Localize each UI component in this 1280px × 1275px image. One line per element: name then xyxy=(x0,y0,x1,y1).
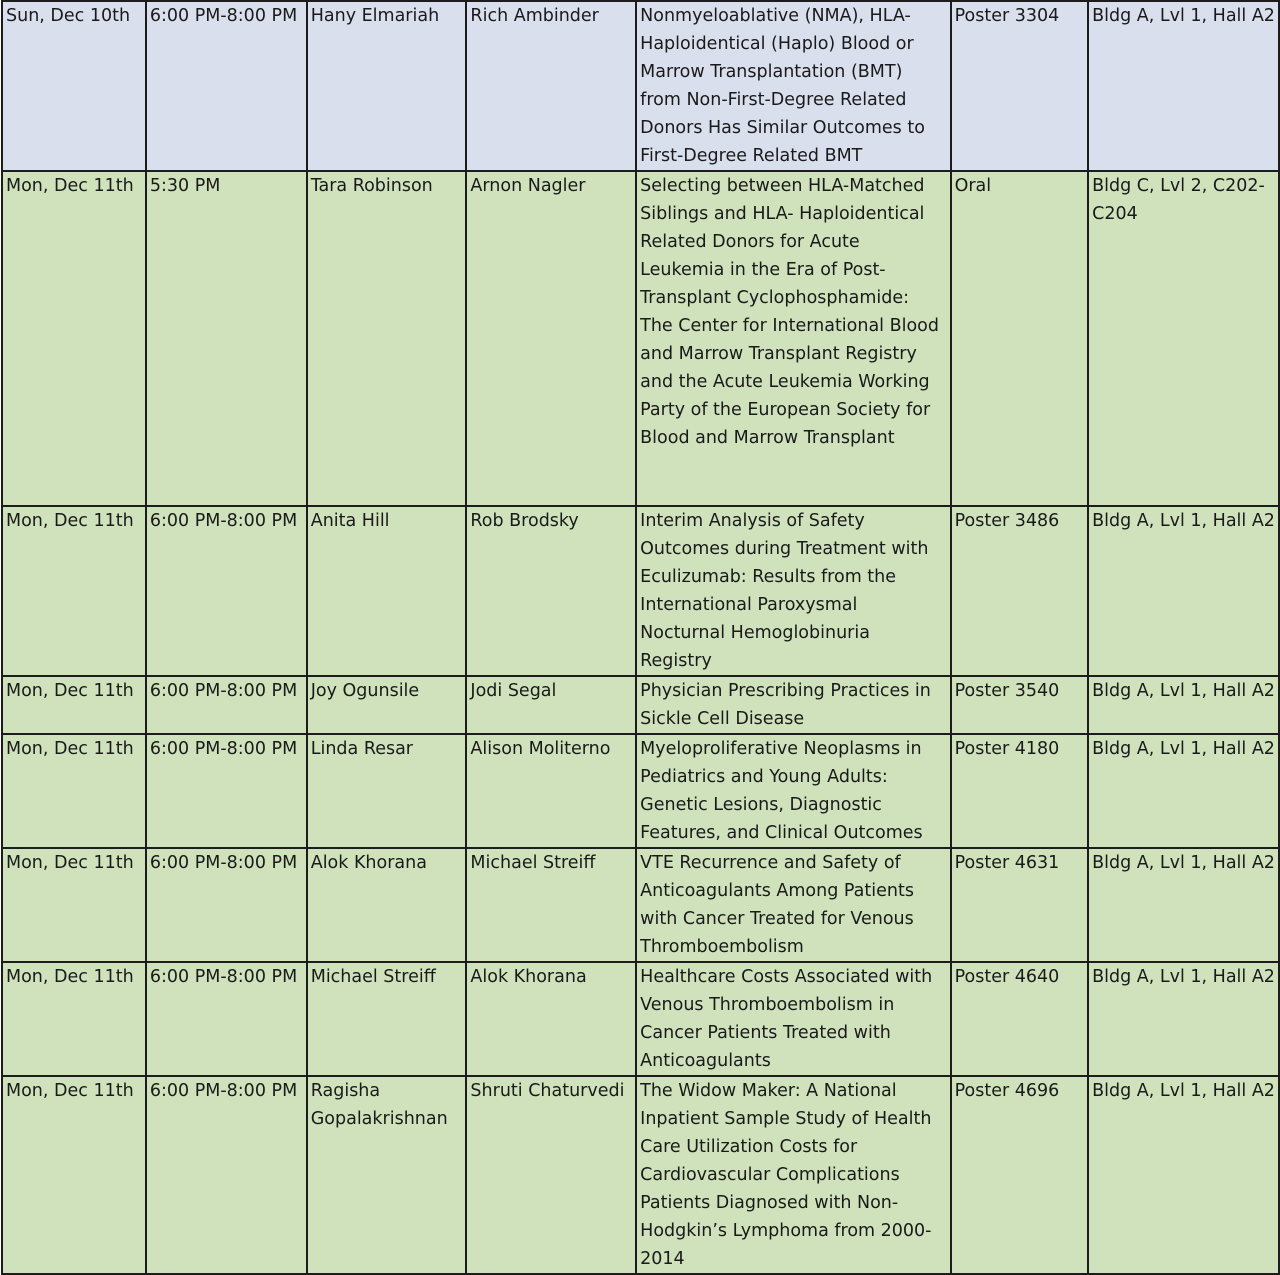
time-cell: 6:00 PM-8:00 PM xyxy=(146,676,307,734)
type-cell: Oral xyxy=(951,171,1089,506)
location-cell: Bldg A, Lvl 1, Hall A2 xyxy=(1088,734,1279,848)
date-cell: Mon, Dec 11th xyxy=(2,848,146,962)
location-cell: Bldg A, Lvl 1, Hall A2 xyxy=(1088,1076,1279,1274)
time-cell: 6:00 PM-8:00 PM xyxy=(146,1,307,171)
type-cell: Poster 3540 xyxy=(951,676,1089,734)
table-row xyxy=(2,962,1279,1076)
table-row xyxy=(2,676,1279,734)
time-cell: 6:00 PM-8:00 PM xyxy=(146,506,307,676)
table-row xyxy=(2,506,1279,676)
presenter-cell: Linda Resar xyxy=(307,734,467,848)
type-cell: Poster 4640 xyxy=(951,962,1089,1076)
table-row xyxy=(2,848,1279,962)
title-cell: The Widow Maker: A National Inpatient Sample Study of Health Care Utilization Costs for Cardiovascular Complications Patients Diagnosed with Non-Hodgkin’s Lymphoma from 2000-2014 xyxy=(636,1076,950,1274)
presenter-cell: Ragisha Gopalakrishnan xyxy=(307,1076,467,1274)
table-row xyxy=(2,1,1279,171)
type-cell: Poster 4180 xyxy=(951,734,1089,848)
presenter-cell: Anita Hill xyxy=(307,506,467,676)
date-cell: Mon, Dec 11th xyxy=(2,676,146,734)
location-cell: Bldg A, Lvl 1, Hall A2 xyxy=(1088,1,1279,171)
mentor-cell: Alison Moliterno xyxy=(466,734,636,848)
title-cell: Selecting between HLA-Matched Siblings and HLA- Haploidentical Related Donors for Acute Leukemia in the Era of Post-Transplant Cyclophosphamide: The Center for International Blood and Marrow Transplant Registry and the Acute Leukemia Working Party of the European Society for Blood and Marrow Transplant xyxy=(636,171,950,506)
location-cell: Bldg A, Lvl 1, Hall A2 xyxy=(1088,962,1279,1076)
mentor-cell: Arnon Nagler xyxy=(466,171,636,506)
time-cell: 5:30 PM xyxy=(146,171,307,506)
date-cell: Mon, Dec 11th xyxy=(2,1076,146,1274)
type-cell: Poster 3486 xyxy=(951,506,1089,676)
mentor-cell: Michael Streiff xyxy=(466,848,636,962)
type-cell: Poster 3304 xyxy=(951,1,1089,171)
mentor-cell: Shruti Chaturvedi xyxy=(466,1076,636,1274)
title-cell: Interim Analysis of Safety Outcomes during Treatment with Eculizumab: Results from the International Paroxysmal Nocturnal Hemoglobinuria Registry xyxy=(636,506,950,676)
title-cell: VTE Recurrence and Safety of Anticoagulants Among Patients with Cancer Treated for Venous Thromboembolism xyxy=(636,848,950,962)
table-row xyxy=(2,734,1279,848)
title-cell: Nonmyeloablative (NMA), HLA-Haploidentical (Haplo) Blood or Marrow Transplantation (BMT) from Non-First-Degree Related Donors Has Similar Outcomes to First-Degree Related BMT xyxy=(636,1,950,171)
time-cell: 6:00 PM-8:00 PM xyxy=(146,962,307,1076)
presenter-cell: Alok Khorana xyxy=(307,848,467,962)
date-cell: Mon, Dec 11th xyxy=(2,171,146,506)
schedule-table xyxy=(1,0,1280,1275)
date-cell: Mon, Dec 11th xyxy=(2,734,146,848)
mentor-cell: Rob Brodsky xyxy=(466,506,636,676)
type-cell: Poster 4631 xyxy=(951,848,1089,962)
presenter-cell: Hany Elmariah xyxy=(307,1,467,171)
title-cell: Physician Prescribing Practices in Sickle Cell Disease xyxy=(636,676,950,734)
location-cell: Bldg A, Lvl 1, Hall A2 xyxy=(1088,506,1279,676)
presenter-cell: Tara Robinson xyxy=(307,171,467,506)
time-cell: 6:00 PM-8:00 PM xyxy=(146,848,307,962)
mentor-cell: Alok Khorana xyxy=(466,962,636,1076)
location-cell: Bldg A, Lvl 1, Hall A2 xyxy=(1088,848,1279,962)
type-cell: Poster 4696 xyxy=(951,1076,1089,1274)
presenter-cell: Michael Streiff xyxy=(307,962,467,1076)
date-cell: Sun, Dec 10th xyxy=(2,1,146,171)
time-cell: 6:00 PM-8:00 PM xyxy=(146,1076,307,1274)
presenter-cell: Joy Ogunsile xyxy=(307,676,467,734)
table-row xyxy=(2,171,1279,506)
time-cell: 6:00 PM-8:00 PM xyxy=(146,734,307,848)
title-cell: Myeloproliferative Neoplasms in Pediatrics and Young Adults: Genetic Lesions, Diagnostic Features, and Clinical Outcomes xyxy=(636,734,950,848)
date-cell: Mon, Dec 11th xyxy=(2,506,146,676)
mentor-cell: Rich Ambinder xyxy=(466,1,636,171)
mentor-cell: Jodi Segal xyxy=(466,676,636,734)
table-row xyxy=(2,1076,1279,1274)
title-cell: Healthcare Costs Associated with Venous Thromboembolism in Cancer Patients Treated with Anticoagulants xyxy=(636,962,950,1076)
date-cell: Mon, Dec 11th xyxy=(2,962,146,1076)
location-cell: Bldg A, Lvl 1, Hall A2 xyxy=(1088,676,1279,734)
location-cell: Bldg C, Lvl 2, C202-C204 xyxy=(1088,171,1279,506)
